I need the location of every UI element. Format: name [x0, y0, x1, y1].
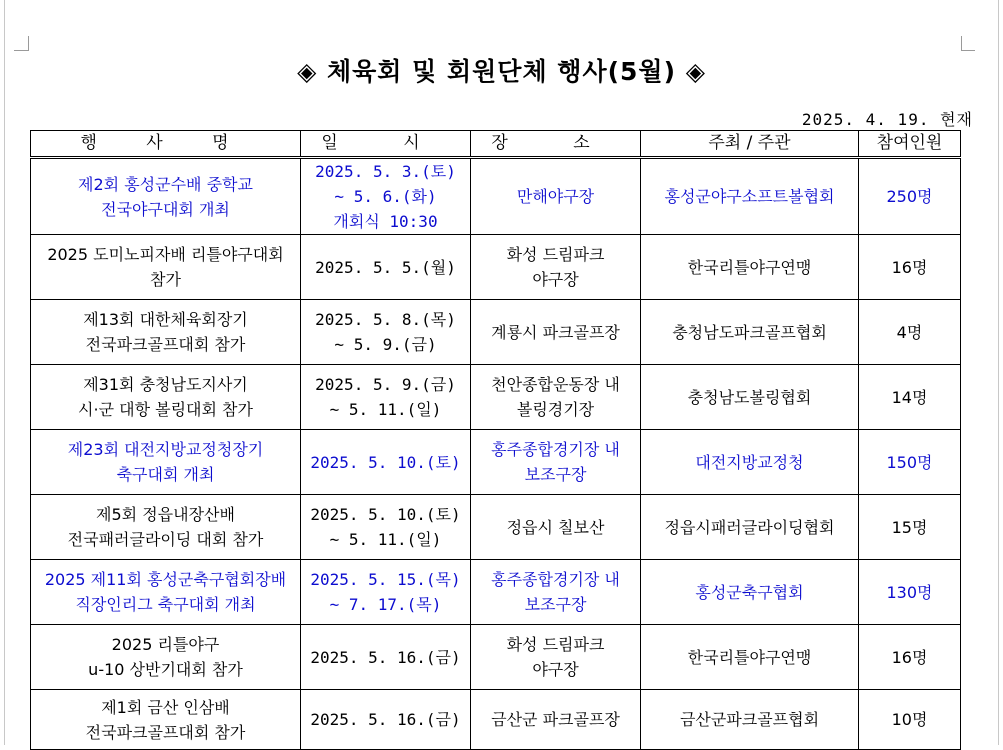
- header-place: 장 소: [471, 131, 641, 158]
- event-cell-line: 2025 도미노피자배 리틀야구대회: [47, 245, 284, 264]
- table-body: [31, 158, 961, 750]
- host-cell-line: 한국리틀야구연맹: [687, 257, 812, 277]
- date-cell-line: ~ 7. 17.(목): [329, 595, 442, 614]
- event-cell: [31, 560, 301, 625]
- date-cell-line: ~ 5. 11.(일): [329, 400, 442, 419]
- host-cell: [641, 560, 859, 625]
- place-cell-line: 화성 드림파크: [506, 635, 605, 654]
- event-cell-line: 시·군 대항 볼링대회 참가: [78, 400, 253, 419]
- people-cell: 4명: [859, 300, 961, 365]
- place-cell: [471, 300, 641, 365]
- document-title: ◈ 체육회 및 회원단체 행사(5월) ◈: [297, 57, 706, 86]
- host-cell: [641, 430, 859, 495]
- date-cell-line: 개회식 10:30: [333, 212, 438, 231]
- date-cell-line: 2025. 5. 8.(목): [315, 310, 456, 329]
- date-cell-line: 2025. 5. 16.(금): [310, 647, 461, 667]
- place-cell-line: 야구장: [532, 660, 579, 679]
- date-cell: [301, 300, 471, 365]
- place-cell-line: 볼링경기장: [516, 400, 595, 419]
- people-cell: 150명: [859, 430, 961, 495]
- event-cell-line: 전국파크골프대회 참가: [85, 722, 246, 742]
- place-cell-line: 야구장: [532, 270, 579, 289]
- place-cell-line: 계룡시 파크골프장: [491, 322, 620, 342]
- crop-mark-right-h: [961, 50, 975, 51]
- table-row: [31, 300, 961, 365]
- page-right-edge: [998, 0, 999, 745]
- event-cell-line: 제1회 금산 인삼배: [101, 697, 230, 717]
- host-cell: [641, 300, 859, 365]
- event-cell-line: 전국야구대회 개최: [101, 199, 230, 219]
- event-cell-line: 제31회 충청남도지사기: [83, 375, 248, 394]
- event-cell-line: 제2회 홍성군수배 중학교: [78, 174, 253, 194]
- event-cell-line: u-10 상반기대회 참가: [88, 660, 243, 679]
- people-cell: 250명: [859, 158, 961, 235]
- date-cell: [301, 365, 471, 430]
- host-cell: [641, 495, 859, 560]
- host-cell-line: 정읍시패러글라이딩협회: [664, 517, 835, 537]
- event-cell-line: 참가: [150, 270, 181, 289]
- people-cell: 14명: [859, 365, 961, 430]
- people-cell: 130명: [859, 560, 961, 625]
- date-cell: [301, 430, 471, 495]
- event-cell: [31, 300, 301, 365]
- place-cell: [471, 625, 641, 690]
- event-cell: [31, 625, 301, 690]
- place-cell: [471, 495, 641, 560]
- date-cell: [301, 690, 471, 750]
- host-cell-line: 한국리틀야구연맹: [687, 647, 812, 667]
- table-row: [31, 158, 961, 235]
- place-cell-line: 보조구장: [524, 465, 587, 484]
- place-cell-line: 정읍시 칠보산: [506, 517, 605, 537]
- people-cell: 16명: [859, 235, 961, 300]
- event-cell-line: 직장인리그 축구대회 개최: [75, 595, 256, 614]
- table-row: [31, 560, 961, 625]
- host-cell-line: 대전지방교정청: [695, 452, 804, 472]
- date-cell-line: 2025. 5. 9.(금): [315, 375, 456, 394]
- place-cell: [471, 560, 641, 625]
- date-cell-line: 2025. 5. 5.(월): [315, 257, 456, 277]
- host-cell-line: 충청남도파크골프협회: [672, 322, 827, 342]
- host-cell-line: 금산군파크골프협회: [679, 710, 820, 729]
- event-cell-line: 2025 리틀야구: [111, 635, 220, 654]
- date-cell-line: ~ 5. 11.(일): [329, 530, 442, 549]
- place-cell: [471, 690, 641, 750]
- host-cell-line: 홍성군축구협회: [695, 582, 804, 602]
- host-cell-line: 홍성군야구소프트볼협회: [664, 187, 835, 206]
- date-cell-line: ~ 5. 9.(금): [334, 335, 437, 354]
- place-cell: [471, 235, 641, 300]
- date-cell-line: 2025. 5. 10.(토): [310, 505, 461, 524]
- date-cell: [301, 235, 471, 300]
- host-cell: [641, 158, 859, 235]
- host-cell: [641, 235, 859, 300]
- place-cell-line: 만해야구장: [516, 187, 595, 206]
- host-cell: [641, 365, 859, 430]
- crop-mark-right-v: [961, 36, 962, 51]
- table-row: [31, 625, 961, 690]
- date-cell-line: ~ 5. 6.(화): [334, 187, 437, 206]
- place-cell-line: 보조구장: [524, 595, 587, 614]
- date-cell: [301, 560, 471, 625]
- header-people: 참여인원: [859, 131, 961, 158]
- date-cell-line: 2025. 5. 15.(목): [310, 570, 461, 589]
- event-cell-line: 2025 제11회 홍성군축구협회장배: [44, 570, 287, 589]
- people-cell: 15명: [859, 495, 961, 560]
- host-cell: [641, 690, 859, 750]
- event-cell-line: 제5회 정읍내장산배: [96, 505, 235, 524]
- place-cell-line: 홍주종합경기장 내: [491, 440, 620, 459]
- date-cell: [301, 495, 471, 560]
- table-row: [31, 430, 961, 495]
- date-cell-line: 2025. 5. 3.(토): [315, 162, 456, 181]
- place-cell: [471, 365, 641, 430]
- header-event: 행 사 명: [31, 131, 301, 158]
- place-cell-line: 화성 드림파크: [506, 245, 605, 264]
- event-cell: [31, 235, 301, 300]
- event-cell-line: 제13회 대한체육회장기: [83, 310, 248, 329]
- place-cell-line: 홍주종합경기장 내: [491, 570, 620, 589]
- table-header-row: [31, 131, 961, 158]
- table-row: [31, 365, 961, 430]
- event-cell: [31, 495, 301, 560]
- as-of-date: 2025. 4. 19. 현재: [801, 110, 973, 129]
- place-cell: [471, 158, 641, 235]
- people-cell: 16명: [859, 625, 961, 690]
- date-cell: [301, 625, 471, 690]
- table-row: [31, 235, 961, 300]
- table-row: [31, 690, 961, 750]
- host-cell-line: 충청남도볼링협회: [687, 387, 812, 407]
- place-cell: [471, 430, 641, 495]
- event-cell-line: 제23회 대전지방교정청장기: [67, 440, 264, 459]
- place-cell-line: 금산군 파크골프장: [491, 710, 620, 729]
- event-cell: [31, 430, 301, 495]
- header-host: 주최 / 주관: [641, 131, 859, 158]
- events-table: [30, 130, 961, 750]
- event-cell-line: 전국패러글라이딩 대회 참가: [67, 530, 264, 549]
- page-left-edge: [4, 0, 5, 745]
- crop-mark-left-h: [14, 50, 28, 51]
- date-cell: [301, 158, 471, 235]
- host-cell: [641, 625, 859, 690]
- event-cell: [31, 158, 301, 235]
- event-cell-line: 축구대회 개최: [116, 465, 215, 484]
- header-date: 일 시: [301, 131, 471, 158]
- date-cell-line: 2025. 5. 16.(금): [310, 710, 461, 729]
- event-cell-line: 전국파크골프대회 참가: [85, 335, 246, 354]
- place-cell-line: 천안종합운동장 내: [491, 375, 620, 394]
- crop-mark-left-v: [28, 36, 29, 51]
- event-cell: [31, 365, 301, 430]
- table-row: [31, 495, 961, 560]
- event-cell: [31, 690, 301, 750]
- date-cell-line: 2025. 5. 10.(토): [310, 452, 461, 472]
- people-cell: 10명: [859, 690, 961, 750]
